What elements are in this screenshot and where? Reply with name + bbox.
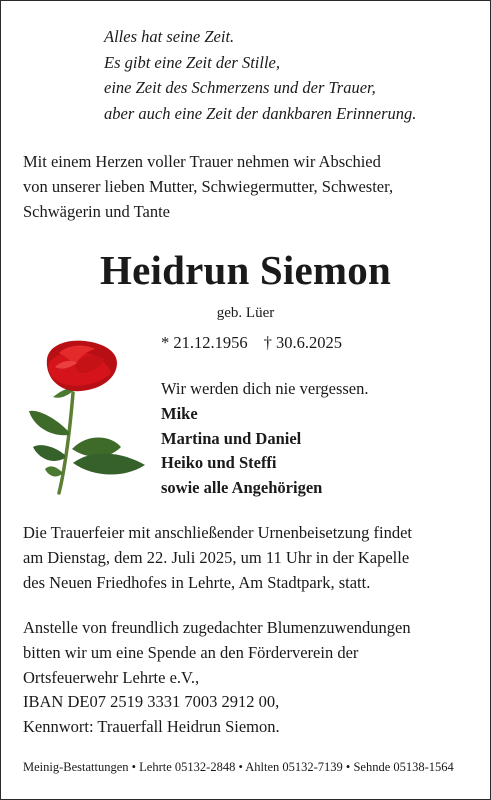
donation-keyword: Kennwort: Trauerfall Heidrun Siemon. (23, 717, 280, 737)
poem-line-1: Alles hat seine Zeit. (104, 27, 235, 46)
rose-leaf-right-lower (73, 453, 145, 474)
birth-date: * 21.12.1956 (161, 333, 248, 352)
donation-line-2: bitten wir um eine Spende an den Förderverein der (23, 642, 359, 662)
funeral-details (23, 520, 412, 595)
mourners-intro: Wir werden dich nie vergessen. (161, 379, 369, 398)
life-dates (161, 332, 342, 354)
mourner-name: Mike (161, 403, 198, 423)
poem-line-2: Es gibt eine Zeit der Stille, (104, 52, 280, 72)
intro-line-3: Schwägerin und Tante (23, 202, 171, 221)
donation-line-1: Anstelle von freundlich zugedachter Blumenzuwendungen (23, 618, 411, 637)
farewell-intro (23, 149, 393, 224)
funeral-line-1: Die Trauerfeier mit anschließender Urnenbeisetzung findet (23, 523, 412, 542)
intro-line-1: Mit einem Herzen voller Trauer nehmen wir Abschied (23, 152, 381, 171)
death-date: † 30.6.2025 (263, 333, 342, 352)
poem (104, 24, 416, 126)
donation-request (23, 616, 411, 740)
poem-line-3: eine Zeit des Schmerzens und der Trauer, (104, 78, 376, 97)
mourner-name: Martina und Daniel (161, 428, 302, 448)
rose-leaf-small (45, 466, 63, 476)
poem-line-4: aber auch eine Zeit der dankbaren Erinnerung. (104, 103, 417, 123)
deceased-name: Heidrun Siemon (100, 247, 391, 293)
funeral-home-footer: Meinig-Bestattungen • Lehrte 05132-2848 • Ahlten 05132-7139 • Sehnde 05138-1564 (23, 760, 454, 774)
mourner-name: Heiko und Steffi (161, 453, 277, 473)
rose-image (25, 337, 149, 495)
donation-line-3: Ortsfeuerwehr Lehrte e.V., (23, 667, 200, 687)
mourner-name: sowie alle Angehörigen (161, 478, 323, 498)
rose-leaf-left-lower (33, 445, 65, 461)
intro-line-2: von unserer lieben Mutter, Schwiegermutter, Schwester, (23, 177, 394, 196)
iban: IBAN DE07 2519 3331 7003 2912 00, (23, 692, 280, 712)
rose-leaf-left (29, 411, 69, 436)
mourners (161, 377, 369, 501)
funeral-line-3: des Neuen Friedhofes in Lehrte, Am Stadtpark, statt. (23, 573, 371, 592)
maiden-name: geb. Lüer (216, 305, 275, 321)
funeral-line-2: am Dienstag, dem 22. Juli 2025, um 11 Uhr in der Kapelle (23, 548, 410, 567)
rose-stem (59, 393, 73, 493)
